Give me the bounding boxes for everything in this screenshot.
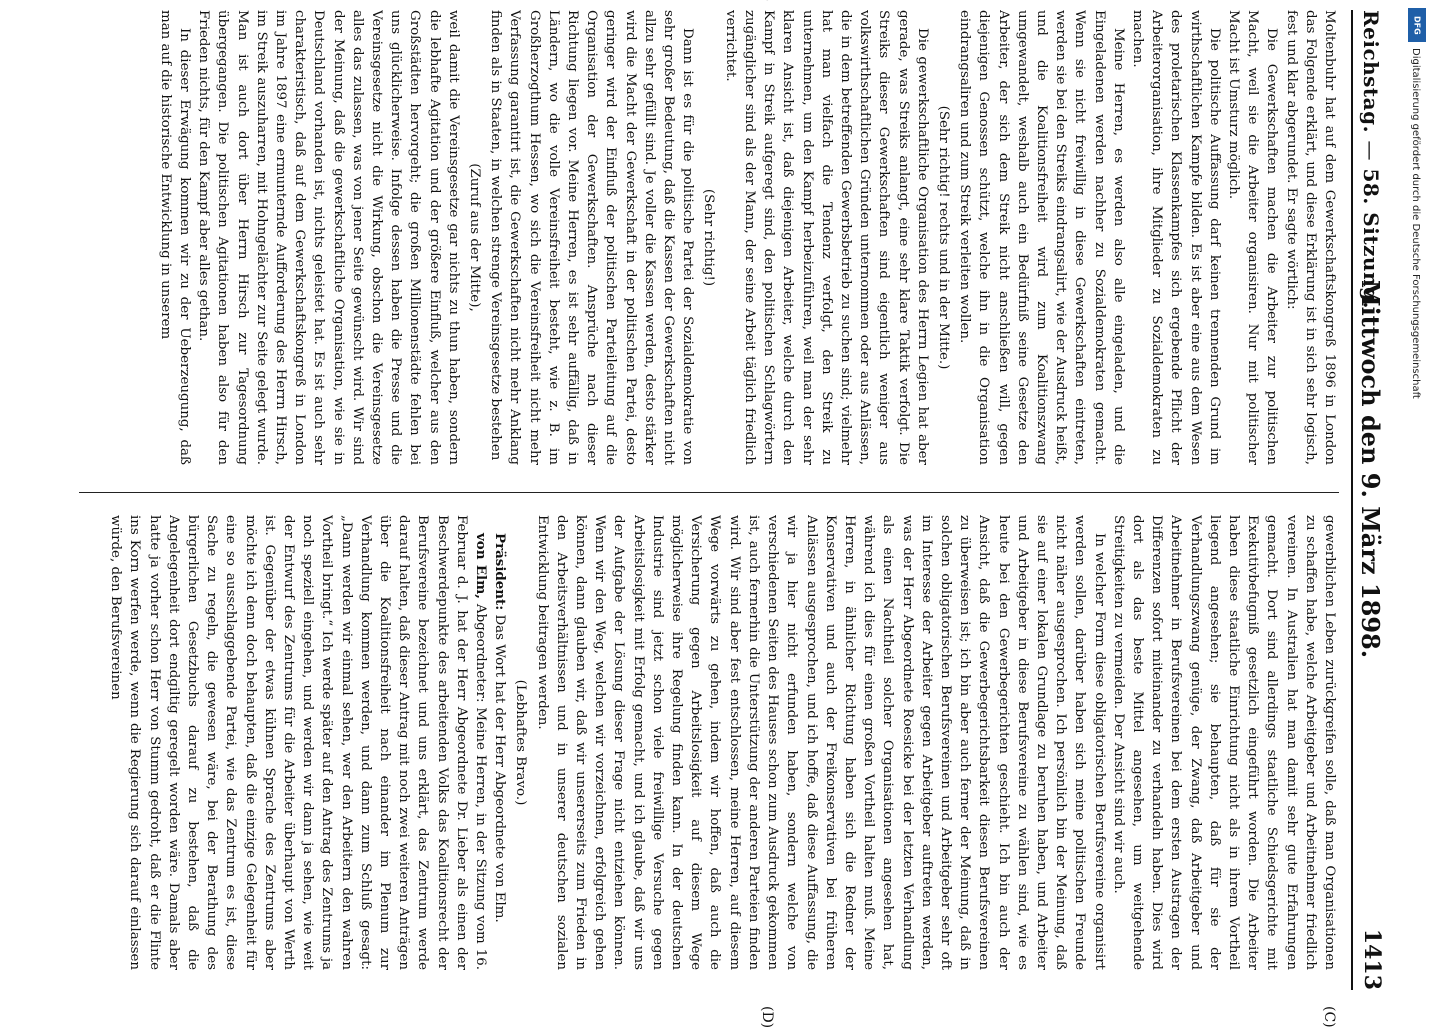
left-column [89,10,1339,465]
body-paragraph: Die politische Auffassung darf keinen trennenden Grund im wirthschaftlichen Kampfe bilden. Es ist aber eine aus dem Wesen des proletarischen Klassenkampfes sich ergebende Pflicht der Arbeiterorganisation, ihre Mitglieder zu Sozialdemokraten zu machen. [1129,10,1222,465]
attribution-text: Digitalisierung gefördert durch die Deutsche Forschungsgemeinschaft [1410,48,1421,399]
body-paragraph: In dieser Erwägung kommen wir zu der Ueberzeugung, daß man auf die historische Entwicklung in unserem [157,10,193,465]
header-separator: — [1359,140,1383,162]
header-left [1359,10,1383,309]
margin-marker-a [1321,0,1337,1]
interjection: (Sehr richtig!) [701,188,717,287]
page-number: 1413 [1359,928,1385,990]
margin-marker-b [759,0,775,1]
margin-marker-c: (C) [1321,1006,1337,1028]
header-session: 58. Sitzung. [1359,168,1383,309]
speech-text: Abgeordneter: Meine Herren, in der Sitzung vom 16. Februar d. J. hat der Herr Abgeordnete Dr. Lieber als einen der Beschwerdepunkte des arbeitenden Volks das Koalitionsrecht der Berufsvereine bezeichnet und uns erklärt, das Zentrum werde darauf halten, daß dieser Antrag mit noch zwei weiteren Anträgen über die Koalitionsfreiheit nach einander im Plenum zur Verhandlung kommen werden, und dann zum Schluß gesagt: „Dann werden wir einmal sehen, wer den Arbeitern den wahren Vortheil bringt.“ Ich werde später auf den Antrag des Zentrums ja noch speziell eingehen, und werden wir dann ja sehen, wie weit der Entwurf des Zentrums für die Arbeiter überhaupt von Werth ist. Gegenüber der etwas kühnen Sprache des Zentrums aber möchte ich denn doch behaupten, daß die einzige Gelegenheit für eine so ausschlaggebende Partei, wie das Zentrum es ist, diese Sache zu regeln, die gewesen wäre, bei der Berathung des bürgerlichen Gesetzbuchs darauf zu bestehen, daß die Angelegenheit dort endgiltig geregelt worden wäre. Damals aber hatte ja vorher schon Herr von Stumm gedroht, daß er die Flinte ins Korn werfen werde, wenn die Regierung sich darauf einlassen würde, den Berufsvereinen [108,515,489,970]
right-column [89,515,1339,970]
body-paragraph: Die gewerkschaftliche Organisation des Herrn Legien hat aber gerade, was Streiks anlangt, eine sehr klare Taktik verfolgt. Die Streiks dieser Gewerkschaften sind eigentlich weniger aus volkswirthschaftlichen Gründen unternommen oder aus Anlässen, die in dem betreffenden Gewerbsbetrieb zu suchen sind; vielmehr hat man vielfach die Tendenz verfolgt, den Streik zu unternehmen, um den Kampf herbeizuführen, weil man der sehr klaren Ansicht ist, daß diejenigen Arbeiter, welche durch den Kampf in Streik aufgeregt sind, den politischen Schlagwörtern zugänglicher sind als der Mann, der seine Arbeit täglich friedlich verrichtet. [722,10,930,465]
speaker-name: von Elm, [473,533,490,599]
speaker-name: Präsident: [492,533,509,611]
dfg-logo: DFG [1408,8,1426,42]
column-divider [79,492,1339,493]
attribution-strip [1408,8,1428,993]
header-title: Reichstag. [1359,10,1383,134]
speech-text: Das Wort hat der Herr Abgeordnete von Elm. [492,610,508,923]
body-paragraph: Die Gewerkschaften machen die Arbeiter zur politischen Macht, weil sie die Arbeiter organisiren. Nur mit politischer Macht ist Umsturz möglich. [1225,10,1280,465]
body-paragraph: Meine Herren, es werden also alle eingeladen, und die Eingeladenen werden nachher zu Sozialdemokraten gemacht. Wenn sie nicht freiwillig in diese Gewerkschaften eintreten, werden sie bei den Streiks eindrangsalirt, wie der Ausdruck heißt, und die Koalitionsfreiheit wird zum Koalitionszwang umgewandelt, weshalb auch ein Bedürfniß seine Gesetze den Arbeiter, der sich dem Streik nicht anschließen will, gegen diejenigen Genossen schützt, welche ihn in die Organisation eindrangsaliren und zum Streik verleiten wollen. [957,10,1126,465]
body-paragraph: weil damit die Vereinsgesetze gar nichts zu thun haben, sondern die lebhafte Agitation und der größere Einfluß, welcher aus den Großstädten hervorgeht; die großen Millionenstädte fehlen bei uns glücklicherweise. Infolge dessen haben die Presse und die Vereinsgesetze nicht die Wirkung, obschon die Vereinsgesetze alles das zulassen, was von jener Seite gewünscht wird. Wir sind der Meinung, daß die gewerkschaftliche Organisation, wie sie in Deutschland vorhanden ist, nichts geleistet hat. Es ist auch sehr charakteristisch, daß auf dem Gewerkschaftskongreß in London im Jahre 1897 eine ermunternde Aufforderung des Herrn Hirsch, im Streik auszuharren, mit Hohngelächter zur Seite gelegt wurde. Man ist auch dort über Herrn Hirsch zur Tagesordnung übergegangen. Die politischen Agitationen haben also für den Frieden nichts, für den Kampf aber alles gethan. [196,10,461,465]
body-paragraph: In welcher Form diese obligatorischen Berufsvereine organisirt werden sollen, darüber haben sich meine politischen Freunde nicht näher ausgesprochen. Ich persönlich bin der Meinung, daß sie auf einer lokalen Grundlage zu beruhen haben, und Arbeiter und Arbeitgeber in diese Berufsvereine zu wählen sind, wie es heute bei den Gewerbegerichten geschieht. Ich bin auch der Ansicht, daß die Gewerbegerichtsbarkeit diesen Berufsvereinen zu überweisen ist; ich bin aber auch ferner der Meinung, daß in solchen obligatorischen Berufsvereinen und Arbeitgeber sehr oft im Interesse der Arbeiter gegen Arbeitgeber auftreten werden, was der Herr Abgeordnete Roesicke bei der letzten Verhandlung als einen Nachtheil solcher Organisationen angesehen hat, während ich dies für einen großen Vortheil halten muß. Meine Herren, in ähnlicher Richtung haben sich die Redner der Konservativen und auch der Freikonservativen bei früheren Anlässen ausgesprochen, und ich hoffe, daß diese Auffassung, die wir ja hier nicht erfunden haben, sondern welche von verschiedenen Seiten des Hauses schon zum Ausdruck gekommen ist, auch fernerhin die Unterstützung der anderen Parteien finden wird. Wir sind aber fest entschlossen, meine Herren, auf diesem Wege vorwärts zu gehen, indem wir hoffen, daß auch die Versicherung gegen Arbeitslosigkeit auf diesem Wege möglicherweise ihre Regelung finden kann. In der deutschen Industrie sind jetzt schon viele freiwillige Versuche gegen Arbeitslosigkeit mit Erfolg gemacht, und ich glaube, daß wir uns der Aufgabe der Lösung dieser Frage nicht entziehen können. Wenn wir den Weg, welchen wir vorzeichnen, erfolgreich gehen können, dann glauben wir, daß wir unsererseits zum Frieden in den Arbeitsverhältnissen und in unserer deutschen sozialen Entwicklung beitragen werden. [534,515,1107,970]
page-header [1351,10,1395,990]
interjection: (Lebhaftes Bravo.) [513,679,529,806]
rotated-page [50,10,1395,1028]
interjection: (Zuruf aus der Mitte), [467,163,483,312]
speech-paragraph [490,515,509,970]
speech-paragraph [106,515,490,970]
body-paragraph: Moltenbuhr hat auf dem Gewerkschaftskongreß 1896 in London das Folgende erklärt, und diese Erklärung ist in sich sehr logisch, fest und klar abgerundet. Er sagte wörtlich: [1283,10,1337,465]
margin-marker-d: (D) [759,1006,775,1028]
header-date: Mittwoch den 9. März 1898. [1356,280,1385,659]
body-paragraph: Dann ist es für die politische Partei der Sozialdemokratie von sehr großer Bedeutung, daß die Kassen der Gewerkschaften nicht allzu sehr gefüllt sind. Je voller die Kassen werden, desto stärker wird die Macht der Gewerkschaft in der politischen Partei, desto geringer wird der Einfluß der politischen Parteileitung auf die Organisation der Gewerkschaften. Ansprüche nach dieser Richtung liegen vor. Meine Herren, es ist sehr auffällig, daß in Ländern, wo die volle Vereinsfreiheit besteht, wie z. B. im Großherzogthum Hessen, wo sich die Vereinsfreiheit nicht mehr Verfassung garantirt ist, die Gewerkschaften nicht mehr Anklang finden als in Staaten, in welchen strenge Vereinsgesetze bestehen [488,10,696,465]
body-paragraph: gewerblichen Leben zurückgreifen solle, daß man Organisationen zu schaffen habe, welche Arbeitgeber und Arbeitnehmer friedlich vereinen. In Australien hat man damit sehr gute Erfahrungen gemacht. Dort sind allerdings staatliche Schiedsgerichte mit Exekutivbefugniß gesetzlich eingeführt worden. Die Arbeiter haben diese staatliche Einrichtung nicht als in ihrem Vortheil liegend angesehen; sie behaupten, daß für sie der Verhandlungszwang genüge, der Zwang, daß Arbeitgeber und Arbeitnehmer in Berufsvereinen bei dem ersten Austragen der Differenzen sofort miteinander zu verhandeln haben. Dies wird dort als das beste Mittel angesehen, um weitgehende Streitigkeiten zu vermeiden. Der Ansicht sind wir auch. [1110,515,1337,970]
interjection: (Sehr richtig! rechts und in der Mitte.) [935,105,951,370]
